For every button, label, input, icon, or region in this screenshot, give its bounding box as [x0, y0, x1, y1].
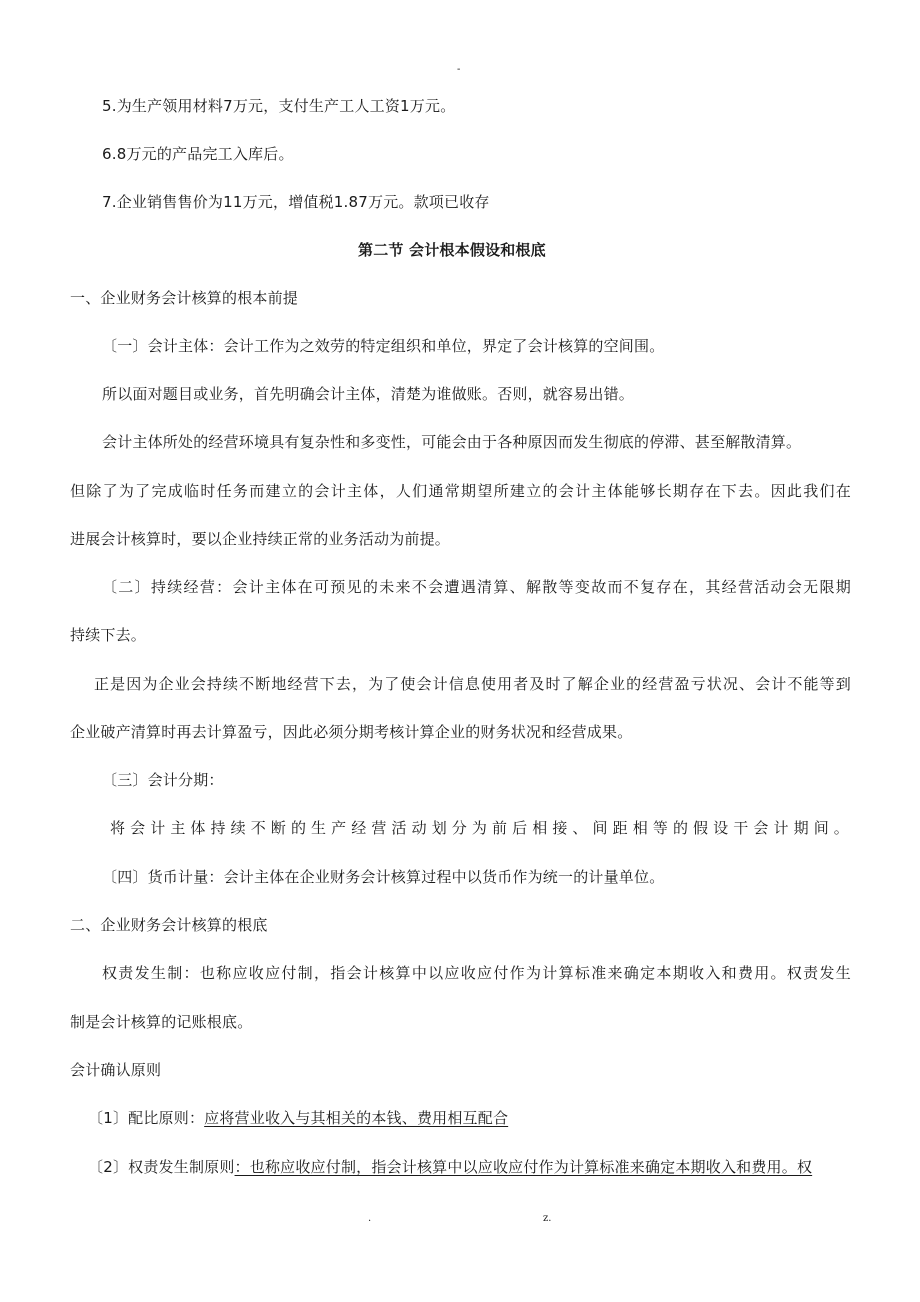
- item-5: 5.为生产领用材料7万元，支付生产工人工资1万元。: [102, 97, 456, 115]
- paragraph-accrual-line-1: 权责发生制：也称应收应付制，指会计核算中以应收应付作为计算标准来确定本期收入和费用。权责发生: [102, 964, 851, 982]
- item-7: 7.企业销售售价为11万元，增值税1.87万元。款项已收存: [102, 193, 490, 211]
- heading-basis: 二、企业财务会计核算的根底: [70, 916, 268, 934]
- section-title: 第二节 会计根本假设和根底: [358, 241, 546, 259]
- paragraph-monetary-measurement: 〔四〕货币计量：会计主体在企业财务会计核算过程中以货币作为统一的计量单位。: [102, 868, 665, 886]
- principle-accrual-label: 〔2〕权责发生制原则: [88, 1158, 235, 1176]
- paragraph-entity-note: 所以面对题目或业务，首先明确会计主体，清楚为谁做账。否则，就容易出错。: [102, 385, 635, 403]
- principle-accrual-text: ：也称应收应付制，指会计核算中以应收应付作为计算标准来确定本期收入和费用。权: [234, 1158, 813, 1176]
- paragraph-accounting-entity: 〔一〕会计主体：会计工作为之效劳的特定组织和单位，界定了会计核算的空间围。: [102, 337, 665, 355]
- principle-matching-label: 〔1〕配比原则：: [88, 1109, 205, 1127]
- paragraph-accrual-line-2: 制是会计核算的记账根底。: [70, 1013, 253, 1031]
- header-mark: -: [457, 64, 461, 75]
- paragraph-period-definition: 将会计主体持续不断的生产经营活动划分为前后相接、间距相等的假设干会计期间。: [110, 819, 849, 837]
- paragraph-going-concern-line-2: 持续下去。: [70, 626, 147, 644]
- paragraph-environment-line-3: 进展会计核算时，要以企业持续正常的业务活动为前提。: [70, 530, 451, 548]
- principle-matching-text: 应将营业收入与其相关的本钱、费用相互配合: [204, 1109, 509, 1127]
- footer-left-mark: .: [368, 1213, 372, 1224]
- heading-premises: 一、企业财务会计核算的根本前提: [70, 289, 299, 307]
- principle-matching: [88, 1108, 508, 1128]
- paragraph-environment-line-2: 但除了为了完成临时任务而建立的会计主体，人们通常期望所建立的会计主体能够长期存在下去。因此我们在: [70, 482, 851, 500]
- footer-right-mark: z.: [543, 1213, 552, 1224]
- item-6: 6.8万元的产品完工入库后。: [102, 145, 294, 163]
- paragraph-environment-line-1: 会计主体所处的经营环境具有复杂性和多变性，可能会由于各种原因而发生彻底的停滞、甚至解散清算。: [102, 433, 802, 451]
- heading-recognition-principles: 会计确认原则: [70, 1061, 162, 1079]
- paragraph-going-concern-line-1: 〔二〕持续经营：会计主体在可预见的未来不会遭遇清算、解散等变故而不复存在，其经营活动会无限期: [102, 578, 851, 596]
- paragraph-accounting-period: 〔三〕会计分期：: [102, 771, 224, 789]
- paragraph-periodic-line-1: 正是因为企业会持续不断地经营下去，为了使会计信息使用者及时了解企业的经营盈亏状况、会计不能等到: [94, 675, 851, 693]
- principle-accrual: [88, 1157, 812, 1177]
- paragraph-periodic-line-2: 企业破产清算时再去计算盈亏，因此必须分期考核计算企业的财务状况和经营成果。: [70, 723, 633, 741]
